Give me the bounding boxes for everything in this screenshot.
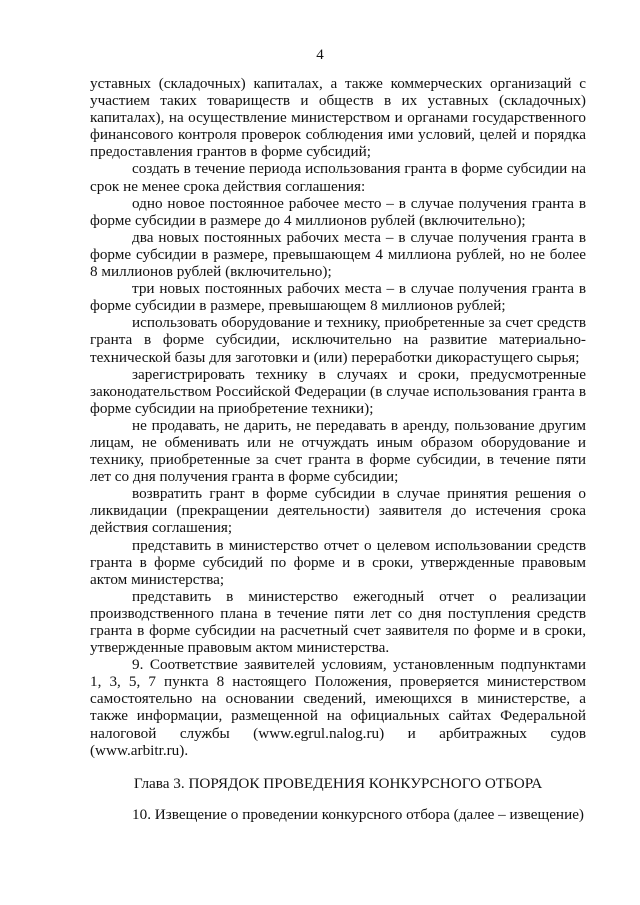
- paragraph-two-jobs: два новых постоянных рабочих места – в случае получения гранта в форме субсидии в размере, превышающем 4 миллиона рублей, но не более 8 миллионов рублей (включительно);: [90, 228, 586, 281]
- paragraph-three-jobs: три новых постоянных рабочих места – в случае получения гранта в форме субсидии в размере, превышающем 8 миллионов рублей;: [90, 280, 586, 315]
- paragraph-annual-report: представить в министерство ежегодный отчет о реализации производственного плана в течение пяти лет со дня поступления средств гранта в форме субсидии на расчетный счет заявителя по форме и в сроки, утвержденные правовым актом министерства.: [90, 587, 586, 657]
- paragraph-use-equipment: использовать оборудование и технику, приобретенные за счет средств гранта в форме субсидии, исключительно на развитие материально-технической базы для заготовки и (или) переработки дикорастущего сырья;: [90, 314, 586, 366]
- paragraph-no-alienation: не продавать, не дарить, не передавать в аренду, пользование другим лицам, не обменивать или не отчуждать иным образом оборудование и технику, приобретенные за счет гранта в форме субсидии, в течение пяти лет со дня получения гранта в форме субсидии;: [90, 416, 586, 486]
- paragraph-one-job: одно новое постоянное рабочее место – в случае получения гранта в форме субсидии в размере до 4 миллионов рублей (включительно);: [90, 194, 586, 229]
- paragraph-return-grant: возвратить грант в форме субсидии в случае принятия решения о ликвидации (прекращении деятельности) заявителя до истечения срока действия соглашения;: [90, 485, 586, 537]
- paragraph-usage-report: представить в министерство отчет о целевом использовании средств гранта в форме субсидий по форме и в сроки, утвержденные правовым актом министерства;: [90, 536, 586, 588]
- paragraph-register-equipment: зарегистрировать технику в случаях и сроки, предусмотренные законодательством Российской Федерации (в случае использования гранта в форме субсидии на приобретение техники);: [90, 365, 586, 417]
- paragraph-item-9: 9. Соответствие заявителей условиям, установленным подпунктами 1, 3, 5, 7 пункта 8 настоящего Положения, проверяется министерством самостоятельно на основании сведений, имеющихся в министерстве, а также информации, размещенной на официальных сайтах Федеральной налоговой службы (www.egrul.nalog.ru) и арбитражных судов (www.arbitr.ru).: [90, 656, 586, 759]
- chapter-heading: Глава 3. ПОРЯДОК ПРОВЕДЕНИЯ КОНКУРСНОГО ОТБОРА: [133, 774, 543, 792]
- document-body: [90, 75, 586, 823]
- page-number: 4: [316, 47, 324, 63]
- paragraph-item-10: 10. Извещение о проведении конкурсного отбора (далее – извещение): [132, 805, 584, 823]
- paragraph-create-jobs: создать в течение периода использования гранта в форме субсидии на срок не менее срока действия соглашения:: [90, 160, 586, 195]
- paragraph-continuation: уставных (складочных) капиталах, а также коммерческих организаций с участием таких товариществ и обществ в их уставных (складочных) капиталах), на осуществление министерством и органами государственного финансового контроля проверок соблюдения ими условий, целей и порядка предоставления грантов в форме субсидий;: [90, 75, 586, 161]
